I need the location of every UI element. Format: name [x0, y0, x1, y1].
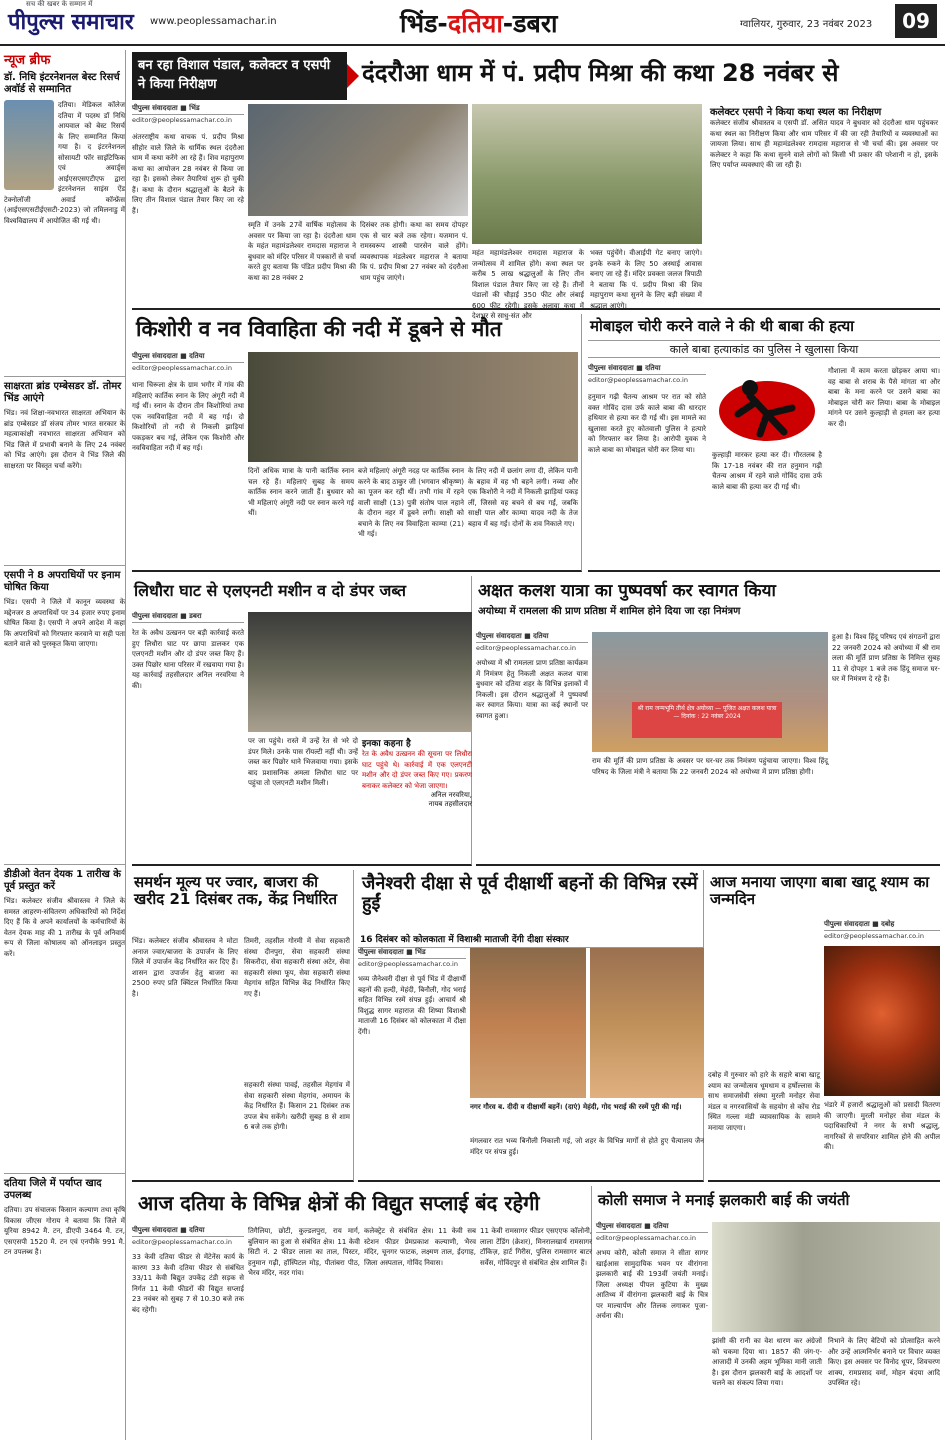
email[interactable]: editor@peoplessamachar.co.in [132, 1238, 232, 1246]
crime-scene-icon [712, 366, 822, 446]
brief-item [4, 1178, 125, 1418]
newspaper-logo[interactable]: सच की खबर के सम्मान में पीपुल्स समाचार [8, 0, 134, 35]
story-jowar-bajra [132, 870, 354, 1182]
email[interactable]: editor@peoplessamachar.co.in [358, 960, 458, 968]
news-brief-column [4, 50, 126, 1440]
email[interactable]: editor@peoplessamachar.co.in [596, 1234, 696, 1242]
brief-body: भिंड। कलेक्टर संजीव श्रीवास्तव ने जिले के समस्त आहरण-संवितरण अधिकारियों को निर्देश दिए हैं कि वे अपने कार्यालयों के कर्मचारियों के वेतन देयक माह की 1 तारीख के पूर्व अनिवार्य रूप से जिला कोषालय को ऑनलाइन प्रस्तुत करें। [4, 897, 125, 958]
byline: पीपुल्स संवाददाता ■ दतिया [132, 1226, 244, 1237]
story-column: रेत के अवैध उत्खनन पर बड़ी कार्रवाई करते हुए लिधौरा घाट पर छापा डालकर एक एलएनटी मशीन और दो डंपर जब्त किए हैं। उक्त पिछोर थाना परिसर में रखवाया गया है। यह कार्रवाई तहसीलदार अनिल नरवरिया ने की। [132, 629, 244, 690]
story-jain-diksha [358, 870, 704, 1182]
email[interactable]: editor@peoplessamachar.co.in [824, 932, 924, 940]
story-column: हुआ है। विश्व हिंदू परिषद एवं संगठनों द्वारा 22 जनवरी 2024 को अयोध्या में श्री राम लला की मूर्ति प्राण प्रतिष्ठा के निमित्त सुबह 11 से दोपहर 1 बजे तक हिंदू समाज घर-घर में निमंत्रण दे रहे हैं। [832, 633, 940, 683]
story-headline[interactable]: आज मनाया जाएगा बाबा खाटू श्याम का जन्मदिन [710, 873, 930, 908]
brief-body: दतिया। मेडिकल कॉलेज दतिया में पदस्थ डॉ निधि आयवाल को बेस्ट रिसर्च के लिए सम्मानित किया गया है। द इंटरनेशनल सोसायटी फॉर साइंटिफिक एवं अवार्ड्स आईएसएसएटीएफ द्वारा इंटरनेशनल साइंस ऐंड टेक्नोलॉजी अवार्ड कॉन्फ्रेंस (आईएसएसटीईएसटी-2023) जो तमिलनाडु में विश्वविद्यालय में आयोजित की गई थी। [4, 101, 125, 225]
byline: पीपुल्स संवाददाता ■ दतिया [588, 364, 706, 375]
story-column: दिनों अधिक मात्रा के पानी कार्तिक स्नान चल रहे हैं। महिलाएं सुबह के समय कार्तिक स्नान करने जाती हैं। बुधवार को भी महिलाएं अंगूरी नदी पर स्नान करने गई थीं। [248, 467, 354, 517]
byline: पीपुल्स संवाददाता ■ भिंड [132, 104, 244, 115]
email[interactable]: editor@peoplessamachar.co.in [476, 644, 576, 652]
story-headline[interactable]: मोबाइल चोरी करने वाले ने की थी बाबा की हत्या [590, 317, 855, 335]
story-headline[interactable]: लिधौरा घाट से एलएनटी मशीन व दो डंपर जब्त [134, 581, 407, 600]
story-column: दिसंबर तक होगी। कथा का समय दोपहर एक से चार बजे तक रहेगा। यजमान पं. रामस्वरूप शास्त्री पारसेन वाले होंगे। व्यवस्थापक मंडलेश्वर महाराज ने बताया कि पं. प्रदीप मिश्रा 27 नवंबर को दंदरौआ धाम पहुंच जाएंगे। [360, 221, 468, 282]
story-column: तिमरी, तहसील गोरमी में सेवा सहकारी संस्था दीनपुरा, सेवा सहकारी संस्था सिकरौदा, सेवा सहकारी संस्था अटेर, सेवा सहकारी संस्था फूप, सेवा सहकारी संस्था मेहगांव सहित विभिन्न केंद्र निर्धारित किए गए हैं। [244, 937, 350, 998]
email[interactable]: editor@peoplessamachar.co.in [132, 116, 232, 124]
story-column: निभाने के लिए बेटियों को प्रोत्साहित करने और उन्हें आत्मनिर्भर बनाने पर विचार व्यक्त किए। इस अवसर पर विनोद धूपर, शिवचरण शाक्य, रामप्रसाद वर्मा, मोहन बंदया आदि उपस्थित रहे। [828, 1337, 940, 1387]
story-column: 33 केवी दतिया फीडर से मेंटेनेंस कार्य के कारण 33 केवी दतिया फीडर से संबंधित 33/11 केवी बिद्युत उपकेंद्र टंडी सड़क से निर्गत 11 केवी फीडरों की विद्युत सप्लाई 23 नवंबर को सुबह 7 से 10.30 बजे तक बंद रहेगी। [132, 1253, 244, 1314]
story-column: बजे महिलाएं अंगूरी नदह पर कार्तिक स्नान करने के बाद ठाकुर जी (भगवान श्रीकृष्ण) का पूजन कर रही थीं। तभी गांव में रहने वाली साक्षी (13) पुत्री संतोष पाल नहाने के दौरान नहर में डूबने लगी। साक्षी को बचाने के लिए नव विवाहिता काम्या (21) भी गई। [358, 467, 464, 538]
story-column: दबोह में गुरुवार को हारे के सहारे बाबा खाटू श्याम का जन्मोत्सव धूमधाम व हर्षोल्लास के साथ समाजसेवी संस्था मुरली मनोहर सेवा मंडल व नगरवासियों के सहयोग से कोंच रोड स्थित गल्ला मंडी व्यावसायिक के सामने मनाया जाएगा। [708, 1071, 820, 1132]
news-brief-label: न्यूज ब्रीफ [4, 53, 51, 68]
story-column: महंत महामंडलेश्वर रामदास महाराज के जन्मोत्सव में शामिल होंगे। कथा स्थल पर करीब 5 लाख श्रद्धालुओं के लिए तीन विशाल पंडाल तैयार किए जा रहे हैं। तीनों पंडालों की चौड़ाई 350 फीट और लंबाई 600 फीट रहेगी। इसके अलावा कथा में देशभर से साधु-संत और [472, 249, 584, 320]
story-column: कुल्हाड़ी मारकर हत्या कर दी। गौरतलब है कि 17-18 नवंबर की रात हनुमान गढ़ी चैतन्य आश्रम में रहने वाले गोविंद दास उर्फ काले बाबा की हत्या कर दी गई थी। [712, 451, 822, 491]
machine-photo [248, 612, 472, 732]
story-lidhaura-ghat [132, 576, 472, 866]
story-column: भक्त पहुंचेंगे। वीआईपी गेट बनाए जाएंगे। इनके रुकने के लिए 50 अस्थाई आवास बनाए जा रहे हैं। मंदिर प्रवक्ता जलज त्रिपाठी ने बताया कि पं. प्रदीप मिश्रा की शिव महापुराण कथा सुनने के लिए बड़ी संख्या में श्रद्धालु आएंगे। [590, 249, 702, 310]
brief-item [4, 381, 125, 561]
story-column: तिगैलिया, छोटी, कुल्डलपुरा, राय मार्ग, बुलियान का हुआ से संबंधित क्षेत्र। 11 केवी सिटी नं. 2 फीडर लाला का ताल, पिस्टर, हनुमान गढ़ी, हॉस्पिटल मोड़, पीतांबरा पीठ, भैरव मंदिर, नदर गांव। [248, 1227, 360, 1277]
story-headline[interactable]: किशोरी व नव विवाहिता की नदी में डूबने से मौत [136, 317, 502, 341]
story-subhead: काले बाबा हत्याकांड का पुलिस ने खुलासा किया [588, 340, 940, 358]
website-url[interactable]: www.peoplessamachar.in [150, 16, 277, 27]
email[interactable]: editor@peoplessamachar.co.in [132, 364, 232, 372]
story-akshat-kalash [476, 576, 940, 866]
page-number: 09 [895, 4, 937, 38]
story-column: सहकारी संस्था पावई, तहसील मेहगांव में सेवा सहकारी संस्था मेहगांव, अमायन के केंद्र निर्धारित हैं। किसान 21 दिसंबर तक उपज बेच सकेंगे। खरीदी सुबह 8 से शाम 6 बजे तक होगी। [244, 1081, 350, 1131]
procession-banner: श्री राम जन्मभूमि तीर्थ क्षेत्र अयोध्या — पूजित अक्षत कलश यात्रा — दिनांक : 22 नवंबर 2024 [632, 702, 782, 738]
brief-body: भिंड। एसपी ने जिले में कानून व्यवस्था के मद्देनजर 8 अपराधियों पर 34 हजार रुपए इनाम घोषित किया है। एसपी ने अपने आदेश में कहा कि अपराधियों को गिरफ्तार करवाने या सही पता बताने वाले को पुरस्कृत किया जाएगा। [4, 598, 125, 648]
story-column: पर जा पहुंचे। रास्ते में उन्हें रेत से भरे दो डंपर मिले। उनके पास रॉयल्टी नहीं थी। उन्हें जब्त कर पिछोर थाने भिजवाया गया। इसके बाद प्रशासनिक अमला लिधौरा घाट पर पहुंचा तो एलएनटी मशीन मिली। [248, 737, 358, 787]
brief-body: भिंड। नवं शिक्षा-नवभारत साक्षरता अभियान के ब्रांड एम्बेसडर डॉ संजय तोमर भारत सरकार के महत्वाकांक्षी नवभारत साक्षरता अभियान को भिंड जिले में प्रभावी बनाने के लिए 24 नवंबर को भिंड आएंगे। इस दौरान वे भिंड जिले की साक्षरता पर विस्तृत चर्चा करेंगे। [4, 409, 125, 470]
story-subhead: अयोध्या में रामलला की प्राण प्रतिष्ठा में शामिल होने दिया जा रहा निमंत्रण [478, 605, 741, 617]
story-column: अभय कोरी, कोली समाज ने सीता सागर खाईआस सामुदायिक भवन पर वीरांगना झलकारी बाई की 193वीं जयंती मनाई। जिला अध्यक्ष पीपल कुटिया के मुख्य आतिथ्य में वीरांगना झलकारी बाई के चित्र पर माल्यार्पण और तिलक लगाकर पूजा-अर्चना की। [596, 1249, 708, 1320]
story-column: गौशाला में काम करता छोड़कर आया था। वह बाबा से शराब के पैसे मांगता था और बाबा के मना करने पर उसने बाबा का मोबाइल चोरी कर लिया। बाबा के मोबाइल मांगने पर उसने कुल्हाड़ी से हमला कर हत्या कर दी। [828, 367, 940, 428]
byline: पीपुल्स संवाददाता ■ दतिया [476, 632, 588, 643]
logo-tagline: सच की खबर के सम्मान में [26, 0, 93, 8]
story-column: थाना चिरूला क्षेत्र के ग्राम भगौर में गांव की महिलाएं कार्तिक स्नान के लिए अंगूरी नदी में गई थीं। स्नान के दौरान तीन किशोरियां तथा एक नवविवाहिता नदी में बह गई। दो किशोरियों तो नदी से निकली झाड़ियां पकड़कर बच गई, लेकिन एक किशोरी और नवविवाहिता नदी में बह गई। [132, 381, 244, 452]
brief-item [4, 570, 125, 860]
section-title: भिंड-दतिया-डबरा [400, 9, 558, 38]
diksha-photo [470, 948, 586, 1098]
story-column: अंतरराष्ट्रीय कथा वाचक पं. प्रदीप मिश्रा सीहोर वाले जिले के धार्मिक स्थल दंदरौआ धाम में कथा करेंगे आ रहे हैं। शिव महापुराण कथा का आयोजन 28 नवंबर से किया जा रहा है। इसको लेकर तैयारियां शुरू हो चुकी हैं। कथा के दौरान श्रद्धालुओं के बैठने के लिए तीन विशाल पंडाल तैयार किए जा रहे हैं। [132, 133, 244, 215]
email[interactable]: editor@peoplessamachar.co.in [588, 376, 688, 384]
story-column: अयोध्या में श्री रामलला प्राण प्रतिष्ठा कार्यक्रम में निमंत्रण हेतु निकली अक्षत कलश यात्रा बुधवार को दतिया शहर के विभिन्न इलाकों में निकली। इस दौरान श्रद्धालुओं ने पुष्पवर्षा कर स्वागत किया। यात्रा का कई स्थानों पर स्वागत हुआ। [476, 659, 588, 720]
quote-label: इनका कहना है [362, 739, 411, 749]
story-khatu-shyam [708, 870, 940, 1182]
dateline: ग्वालियर, गुरुवार, 23 नवंबर 2023 [740, 19, 873, 30]
brief-item [4, 72, 125, 372]
story-column: मंगलवार रात भव्य बिनौली निकाली गई, जो शहर के विभिन्न मार्गों से होते हुए चैत्यालय जैन मंदिर पर संपन्न हुई। [470, 1137, 704, 1156]
side-headline[interactable]: कलेक्टर एसपी ने किया कथा स्थल का निरीक्षण [710, 107, 882, 118]
story-jhalkari-bai [596, 1186, 940, 1440]
photo-caption: नगर गौरव ब. दीदी व दीक्षार्थी बहनें। (दाएं) मेहंदी, गोद भराई की रस्में पूरी की गई। [470, 1103, 682, 1111]
brief-headline[interactable]: डॉ. निधि इंटरनेशनल बेस्ट रिसर्च अवॉर्ड से सम्मानित [4, 72, 120, 95]
story-headline[interactable]: अक्षत कलश यात्रा का पुष्पवर्षा कर स्वागत किया [478, 581, 776, 601]
story-column: 11 केवी रामसागर फीडर एसएएफ कॉलोनी, लाला टेंडिंग (क्रेशर), मिनरालखार्य रामसागर टॉकिज़, हार्ट गिरीस, पुलिस रामसागर बाटर सर्वेस, गोविंदपुर से संबंधित क्षेत्र शामिल हैं। [480, 1227, 592, 1267]
story-column: कलेक्ट्रेट से संबंधित क्षेत्र। 11 केवी सब स्टेशन फीडर प्रेमप्रकाश कल्याणी, भैरव मंदिर, चूनगर फाटक, लक्ष्मण ताल, ईदगाह, जिला अस्पताल, गोविंद निवास। [364, 1227, 476, 1267]
badge-icon [347, 64, 359, 88]
tent-photo [472, 104, 702, 244]
story-column: हनुमान गढ़ी चैतन्य आश्रम पर रात को सोते वक्त गोविंद दास उर्फ काले बाबा की धारदार हथियार से हत्या कर दी गई थी। इस मामले का खुलासा करते हुए कोतवाली पुलिस ने हत्यारे को गिरफ्तार कर लिया है। आरोपी युवक ने काले बाबा का मोबाइल चोरी कर लिया था। [588, 393, 706, 454]
brief-headline[interactable]: एसपी ने 8 अपराधियों पर इनाम घोषित किया [4, 570, 121, 593]
meeting-photo [248, 104, 468, 216]
quote-text: रेत के अवैध उत्खनन की सूचना पर लिधौरा घाट पहुंचे थे। कार्रवाई में एक एलएनटी मशीन और दो डंपर जब्त किए गए। प्रकरण बनाकर कलेक्टर को भेजा जाएगा। [362, 750, 472, 790]
story-drowning [132, 314, 582, 572]
procession-photo [592, 632, 828, 752]
story-headline[interactable]: जैनेश्वरी दीक्षा से पूर्व दीक्षार्थी बहनों की विभिन्न रस्में हुईं [362, 873, 698, 914]
crowd-photo [248, 352, 578, 462]
story-column: भव्य जैनेश्वरी दीक्षा से पूर्व भिंड में दीक्षार्थी बहनों की हल्दी, मेहंदी, बिनौली, गोद भराई सहित विभिन्न रस्में संपन्न हुईं। आचार्य श्री विशुद्ध सागर महाराज की शिष्या विशाश्री माताजी 16 दिसंबर को कोलकाता में दीक्षा देंगी। [358, 975, 466, 1036]
byline: पीपुल्स संवाददाता ■ दबोह [824, 920, 940, 931]
byline: पीपुल्स संवाददाता ■ भिंड [358, 948, 466, 959]
story-column: भिंड। कलेक्टर संजीव श्रीवास्तव ने मोटा अनाज ज्वार/बाजरा के उपार्जन के लिए जिले में उपार्जन केंद्र निर्धारित कर दिए हैं। शासन द्वारा उपार्जन हेतु बाजरा का 2500 रुपए प्रति क्विंटल निर्धारित किया है। [132, 937, 238, 998]
byline: पीपुल्स संवाददाता ■ दतिया [596, 1222, 708, 1233]
brief-headline[interactable]: साक्षरता ब्रांड एम्बेसडर डॉ. तोमर भिंड आएंगे [4, 381, 122, 404]
story-headline[interactable]: समर्थन मूल्य पर ज्वार, बाजरा की खरीद 21 दिसंबर तक, केंद्र निर्धारित [134, 873, 338, 908]
story-column: राम की मूर्ति की प्राण प्रतिष्ठा के अवसर पर घर-घर तक निमंत्रण पहुंचाया जाएगा। विश्व हिंदू परिषद के जिला मंत्री ने बताया कि 22 जनवरी 2024 को अयोध्या में प्राण प्रतिष्ठा होगी। [592, 757, 828, 776]
quote-box [362, 736, 472, 862]
quote-title: नायब तहसीलदार [428, 800, 472, 808]
story-baba-murder [588, 314, 940, 572]
portrait-photo [4, 100, 54, 190]
quote-name: अनिल नरवरिया, [430, 791, 472, 799]
byline: पीपुल्स संवाददाता ■ डबरा [132, 612, 244, 623]
story-power-cut [132, 1186, 592, 1440]
story-subhead: 16 दिसंबर को कोलकाता में विशाश्री माताजी देंगी दीक्षा संस्कार [358, 930, 704, 948]
story-column: झांसी की रानी का वेश धारण कर अंग्रेजों को चकमा दिया था। 1857 की जंग-ए-आजादी में उनकी अहम भूमिका मानी जाती है। इस दौरान झलकारी बाई के आदर्शों पर चलने का संकल्प लिया गया। [712, 1337, 822, 1387]
story-headline[interactable]: आज दतिया के विभिन्न क्षेत्रों की विद्युत सप्लाई बंद रहेगी [138, 1191, 540, 1215]
story-kicker: बन रहा विशाल पंडाल, कलेक्टर व एसपी ने किया निरीक्षण [132, 52, 347, 100]
brief-headline[interactable]: दतिया जिले में पर्याप्त खाद उपलब्ध [4, 1178, 102, 1201]
diksha-photo-2 [590, 948, 704, 1098]
brief-item [4, 869, 125, 1169]
khatu-shyam-photo [824, 946, 940, 1096]
byline: पीपुल्स संवाददाता ■ दतिया [132, 352, 244, 363]
story-headline[interactable]: दंदरौआ धाम में पं. प्रदीप मिश्रा की कथा 28 नवंबर से [362, 59, 839, 87]
masthead [0, 0, 945, 46]
brief-body: दतिया। उप संचालक किसान कल्याण तथा कृषि विकास जीएस गोराय ने बताया कि जिले में यूरिया 8942 मै. टन, डीएपी 3464 मै. टन, एसएसपी 1520 मै. टन एवं एनपीके 991 मै. टन उपलब्ध है। [4, 1206, 125, 1256]
story-headline[interactable]: कोली समाज ने मनाई झलकारी बाई की जयंती [598, 1191, 850, 1209]
story-column: के लिए नदी में छलांग लगा दी, लेकिन पानी के बहाव में वह भी बहने लगी। नव्या और एक किशोरी ने नदी में निकली झाड़ियां पकड़ लीं, जिससे वह बचने से बच गईं, जबकि साक्षी पाल और काम्या यादव नदी के तेज बहाव में बह गईं। दोनों के शव निकाले गए। [468, 467, 579, 528]
brief-headline[interactable]: डीडीओ वेतन देयक 1 तारीख के पूर्व प्रस्तुत करें [4, 869, 121, 892]
story-dandraua-dham [132, 52, 940, 320]
jayanti-photo [712, 1222, 940, 1332]
story-column: भंडारे में हजारों श्रद्धालुओं को प्रसादी वितरण की जाएगी। मुरली मनोहर सेवा मंडल के पदाधिकारियों ने नगर के सभी श्रद्धालु, नागरिकों से सपरिवार शामिल होने की अपील की। [824, 1101, 940, 1151]
story-column: स्मृति में उनके 27वें वार्षिक महोत्सव के अवसर पर किया जा रहा है। दंदरौआ धाम के महंत महामंडलेश्वर रामदास महाराज ने बुधवार को मंदिर परिसर में पत्रकारों से चर्चा करते हुए बताया कि पंडित प्रदीप मिश्रा की कथा का 28 नवंबर 2 [248, 221, 356, 282]
side-body: कलेक्टर संजीव श्रीवास्तव व एसपी डॉ. असित यादव ने बुधवार को दंदरौआ धाम पहुंचकर कथा स्थल का निरीक्षण किया और धाम परिसर में की जा रही तैयारियों व व्यवस्थाओं का जायजा लिया। साथ ही महामंडलेश्वर रामदास महाराज से भी चर्चा की। इस अवसर पर कलेक्टर ने कहा कि कथा सुनने वाले लोगों को किसी भी प्रकार की परेशानी न हो, इसके लिए पर्याप्त व्यवस्थाएं की जा रही हैं। [710, 119, 938, 169]
